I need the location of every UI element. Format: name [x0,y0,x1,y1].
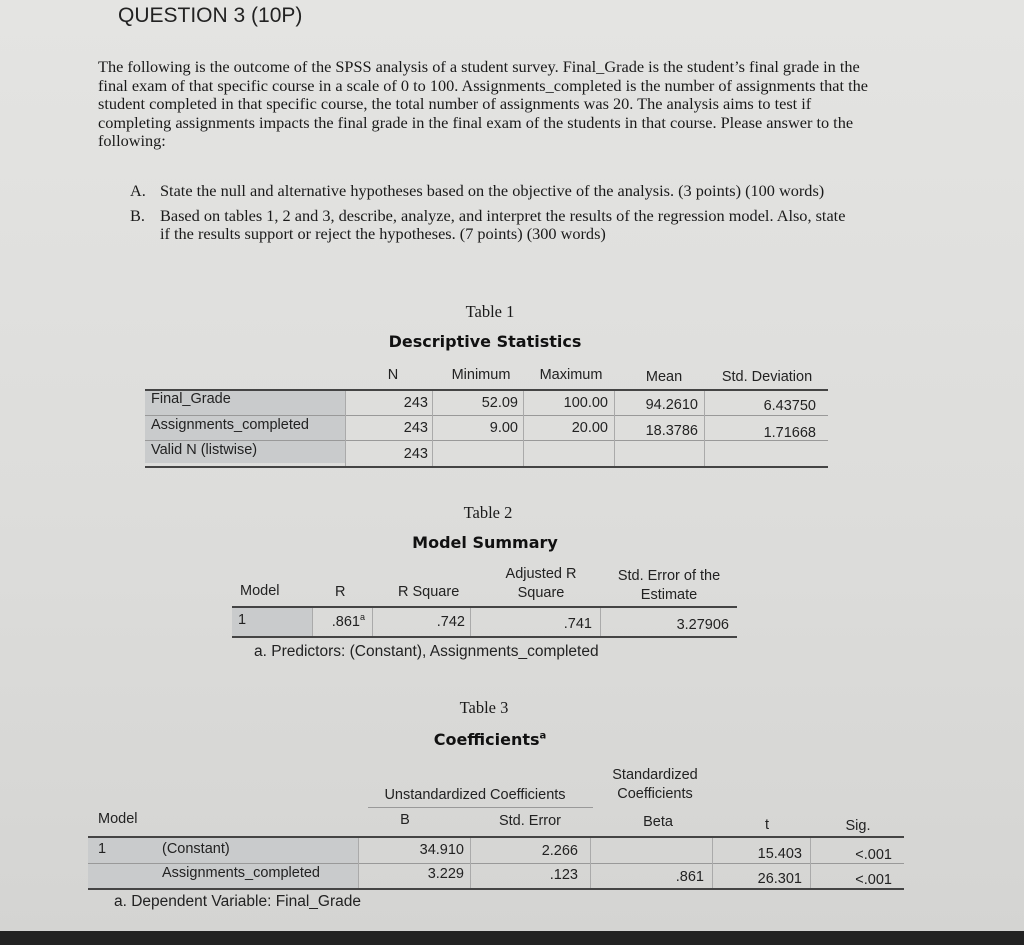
t2-cell-r [315,612,365,630]
t3-vrule [712,838,713,888]
screen-bottom-edge [0,931,1024,945]
question-title: QUESTION 3 (10P) [118,4,303,27]
t1-vrule [432,391,433,466]
t3-cell-t: 26.301 [757,871,802,887]
t2-vrule [372,608,373,636]
t1-row-label: Final_Grade [151,391,231,407]
t3-col-std-line2: Coefficients [617,786,693,802]
item-letter: A. [130,181,146,200]
t3-cell-model: 1 [98,841,107,857]
t1-col-mean: Mean [645,369,683,385]
t2-cell-adj: .741 [563,616,592,632]
t1-row-label: Assignments_completed [151,417,309,433]
item-text: Based on tables 1, 2 and 3, describe, analyze, and interpret the results of the regression model. Also, state if the results support or reject the hypotheses. (7 points) (300 words) [160,205,846,244]
t1-vrule [523,391,524,466]
t3-bottom-rule [88,888,904,890]
t1-cell-mean: 94.2610 [645,397,698,413]
t1-cell-n: 243 [403,446,428,462]
t3-col-se: Std. Error [498,813,562,829]
t1-cell-mean: 18.3786 [645,423,698,439]
table3-title-sup: a [539,730,547,742]
t3-cell-b: 3.229 [427,866,464,882]
t2-col-adj [498,565,584,603]
t3-col-unstd: Unstandardized Coefficients [384,787,566,803]
t3-row-label: Assignments_completed [162,865,320,881]
question-intro: The following is the outcome of the SPSS analysis of a student survey. Final_Grade is the student’s final grade in the final exam of that specific course in a scale of 0 to 100. Assignments_completed is the number of assignments that the student completed in that specific course, the total number of assignments was 20. The analysis aims to test if completing assignments impacts the final grade in the final exam of the students in that course. Please answer to the following: [98,57,869,151]
t1-cell-max: 20.00 [571,420,608,436]
t3-row-label: (Constant) [162,841,230,857]
question-item-a [130,182,850,201]
t2-col-se [605,567,733,605]
t3-col-t: t [764,817,770,833]
t2-cell-r-value: .861 [331,613,360,630]
t1-cell-n: 243 [403,395,428,411]
t2-footnote: a. Predictors: (Constant), Assignments_completed [254,643,599,660]
t1-cell-sd: 6.43750 [763,398,816,414]
t2-cell-se: 3.27906 [676,617,729,633]
t3-vrule [810,838,811,888]
item-text: State the null and alternative hypotheses based on the objective of the analysis. (3 points) (100 words) [160,181,825,200]
t1-col-n: N [387,367,399,383]
t1-vrule [345,391,346,466]
t1-row-label: Valid N (listwise) [151,442,258,458]
t3-col-b: B [400,812,410,828]
t2-cell-model: 1 [238,612,247,628]
t3-cell-sig: <.001 [855,872,892,888]
t3-vrule [358,838,359,888]
t2-vrule [600,608,601,636]
t3-cell-t: 15.403 [757,846,802,862]
t1-cell-min: 9.00 [489,420,518,436]
t2-col-adj-line1: Adjusted R [505,566,577,582]
t1-cell-sd: 1.71668 [763,425,816,441]
question-list [130,182,850,250]
t2-vrule [470,608,471,636]
t3-col-sig: Sig. [845,818,871,834]
t1-col-max: Maximum [539,367,603,383]
t1-cell-n: 243 [403,420,428,436]
t3-col-std-line1: Standardized [612,767,698,783]
t3-col-std [600,766,710,804]
item-letter: B. [130,205,145,225]
t3-cell-sig: <.001 [855,847,892,863]
table3-title [380,730,600,749]
table3-caption: Table 3 [459,698,509,717]
t2-cell-rsq: .742 [436,614,465,630]
t1-cell-max: 100.00 [563,395,608,411]
t3-vrule [590,838,591,888]
t1-bottom-rule [145,466,828,468]
t2-col-se-line1: Std. Error of the [617,568,721,584]
t1-vrule [614,391,615,466]
t3-vrule [470,838,471,888]
table2-title: Model Summary [412,533,558,552]
t1-vrule [704,391,705,466]
t1-col-sd: Std. Deviation [721,369,813,385]
t3-cell-se: .123 [549,867,578,883]
table1-title: Descriptive Statistics [388,332,582,351]
t3-row-rule [88,863,904,864]
t1-row-rule [145,415,828,416]
table3-title-text: Coefficients [433,730,540,749]
table2-caption: Table 2 [463,503,513,522]
t2-col-rsq: R Square [398,584,460,600]
t2-col-r: R [335,584,346,600]
t3-cell-beta: .861 [675,869,704,885]
t3-subheader-rule [368,807,593,808]
t3-col-model: Model [98,811,138,827]
t2-cell-r-sup: a [359,612,365,622]
t1-cell-min: 52.09 [481,395,518,411]
t2-col-model: Model [240,583,280,599]
t2-col-se-line2: Estimate [640,587,698,603]
t3-col-beta: Beta [643,814,673,830]
t2-bottom-rule [232,636,737,638]
t3-cell-se: 2.266 [541,843,578,859]
t1-col-min: Minimum [451,367,511,383]
t2-col-adj-line2: Square [517,585,565,601]
table1-caption: Table 1 [465,302,515,321]
t2-vrule [312,608,313,636]
question-item-b [130,207,850,244]
t3-footnote: a. Dependent Variable: Final_Grade [114,893,362,910]
t3-cell-b: 34.910 [419,842,464,858]
